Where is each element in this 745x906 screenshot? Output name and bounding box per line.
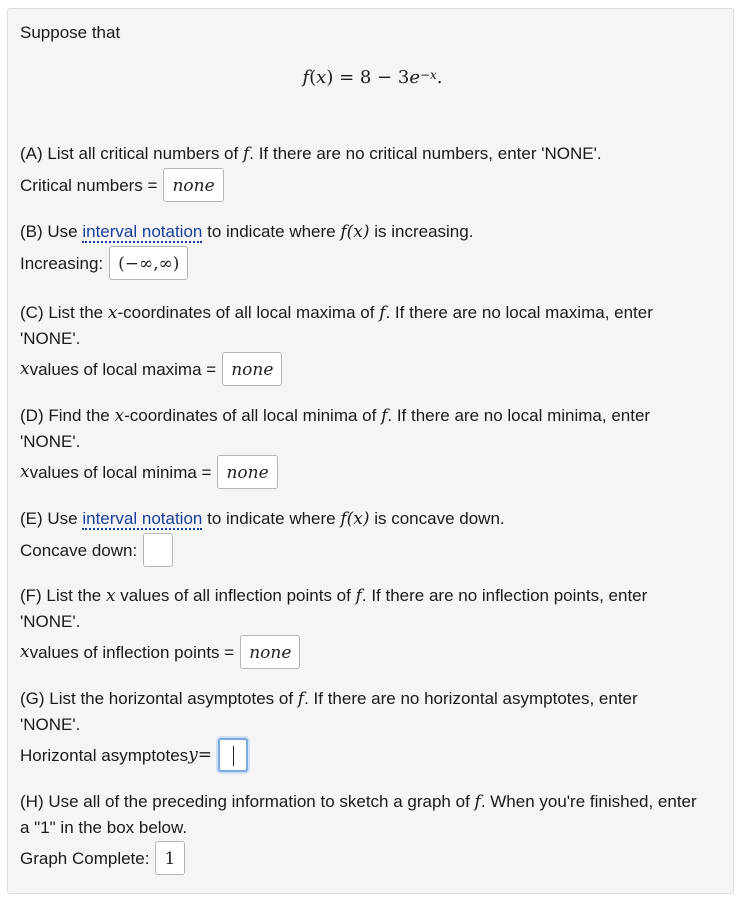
part-b-prompt-mid: to indicate where <box>202 222 341 241</box>
local-minima-input[interactable]: none <box>217 455 277 489</box>
part-b-prompt-post: is increasing. <box>369 222 474 241</box>
part-a-f: f <box>242 144 250 164</box>
part-f-prompt <box>20 583 725 609</box>
part-a-prompt-pre: (A) List all critical numbers of <box>20 144 243 163</box>
part-e-prompt <box>20 506 725 532</box>
part-a-prompt-post: . If there are no critical numbers, enter 'NONE'. <box>249 144 602 163</box>
part-d-prompt-post: . If there are no local minima, enter <box>387 406 651 425</box>
part-e-prompt-pre: (E) Use <box>20 509 83 528</box>
inflection-label-x: x <box>20 641 30 662</box>
formula-x: x <box>316 67 327 88</box>
horizontal-asymptotes-eq: = <box>197 744 213 765</box>
part-d-f: f <box>381 406 388 426</box>
part-h-prompt <box>20 789 725 815</box>
intro-text: Suppose that <box>20 23 121 42</box>
interval-notation-link-b[interactable]: interval notation <box>82 222 203 241</box>
formula-open-paren: ( <box>309 67 317 88</box>
formula-f: f <box>302 67 310 88</box>
part-c-f: f <box>379 303 386 323</box>
text-cursor <box>233 746 234 766</box>
part-c-prompt-mid: -coordinates of all local maxima of <box>117 303 380 322</box>
formula-period: . <box>436 67 443 88</box>
concave-down-input[interactable] <box>143 533 173 567</box>
critical-numbers-input[interactable]: none <box>163 168 223 202</box>
increasing-input[interactable]: (−∞,∞) <box>109 246 188 280</box>
horizontal-asymptotes-input[interactable] <box>218 738 248 772</box>
part-f <box>20 583 725 670</box>
horizontal-asymptotes-y: y <box>188 744 198 765</box>
part-b-prompt <box>20 219 725 245</box>
part-h-f: f <box>474 792 481 812</box>
inflection-points-input[interactable]: none <box>240 635 300 669</box>
part-f-x: x <box>105 586 116 606</box>
part-b-fx: f(x) <box>340 222 370 242</box>
part-c-prompt <box>20 300 725 326</box>
part-d-answer-row <box>20 454 725 490</box>
part-d-prompt-line2: 'NONE'. <box>20 432 81 451</box>
part-d <box>20 403 725 490</box>
part-f-answer-row <box>20 634 725 670</box>
part-h-prompt-post: . When you're finished, enter <box>480 792 697 811</box>
part-c-prompt-post: . If there are no local maxima, enter <box>385 303 653 322</box>
part-a-answer-row <box>20 167 725 203</box>
part-d-prompt <box>20 403 725 429</box>
part-f-prompt-pre: (F) List the <box>20 586 106 605</box>
part-g-prompt-line2: 'NONE'. <box>20 715 81 734</box>
formula-rhs: = 8 − 3 <box>333 67 410 88</box>
critical-numbers-label: Critical numbers = <box>20 175 158 195</box>
concave-down-label: Concave down: <box>20 540 138 560</box>
part-g-prompt <box>20 686 725 712</box>
part-g-prompt-post: . If there are no horizontal asymptotes, enter <box>304 689 638 708</box>
inflection-label: values of inflection points = <box>29 642 235 662</box>
part-b-prompt-pre: (B) Use <box>20 222 83 241</box>
part-f-f: f <box>355 586 362 606</box>
part-c-answer-row <box>20 351 725 387</box>
part-c-x: x <box>107 303 118 323</box>
part-c-prompt-pre: (C) List the <box>20 303 108 322</box>
part-e-answer-row <box>20 532 725 568</box>
part-d-x: x <box>114 406 125 426</box>
increasing-label: Increasing: <box>20 253 104 273</box>
part-d-prompt-mid: -coordinates of all local minima of <box>124 406 382 425</box>
part-c <box>20 300 725 387</box>
part-g-f: f <box>297 689 305 709</box>
part-g <box>20 686 725 773</box>
local-maxima-input[interactable]: none <box>222 352 282 386</box>
graph-complete-label: Graph Complete: <box>20 848 150 868</box>
horizontal-asymptotes-label: Horizontal asymptotes <box>20 745 189 765</box>
part-b <box>20 219 725 281</box>
part-h-prompt-pre: (H) Use all of the preceding information to sketch a graph of <box>20 792 475 811</box>
part-e-prompt-mid: to indicate where <box>202 509 341 528</box>
part-e <box>20 506 725 568</box>
part-h-answer-row <box>20 840 725 876</box>
part-c-prompt-line2: 'NONE'. <box>20 329 81 348</box>
formula-e: e <box>409 67 420 88</box>
formula-close-paren: ) <box>326 67 334 88</box>
local-minima-label-x: x <box>20 461 30 482</box>
part-g-answer-row <box>20 737 725 773</box>
part-a-prompt <box>20 141 725 167</box>
part-d-prompt-pre: (D) Find the <box>20 406 115 425</box>
part-f-prompt-line2: 'NONE'. <box>20 612 81 631</box>
part-e-prompt-post: is concave down. <box>369 509 505 528</box>
local-minima-label: values of local minima = <box>29 462 212 482</box>
formula-exponent: −x <box>419 68 437 82</box>
part-a <box>20 141 725 203</box>
part-h <box>20 789 725 876</box>
part-e-fx: f(x) <box>340 509 370 529</box>
interval-notation-link-e[interactable]: interval notation <box>82 509 203 528</box>
problem-panel <box>7 8 734 894</box>
part-g-prompt-pre: (G) List the horizontal asymptotes of <box>20 689 298 708</box>
part-f-prompt-mid: values of all inflection points of <box>115 586 356 605</box>
local-maxima-label-x: x <box>20 358 30 379</box>
part-h-prompt-line2: a "1" in the box below. <box>20 818 188 837</box>
part-b-answer-row <box>20 245 725 281</box>
part-f-prompt-post: . If there are no inflection points, enter <box>361 586 648 605</box>
graph-complete-input[interactable]: 1 <box>155 841 185 875</box>
function-formula <box>20 65 725 92</box>
local-maxima-label: values of local maxima = <box>29 359 217 379</box>
